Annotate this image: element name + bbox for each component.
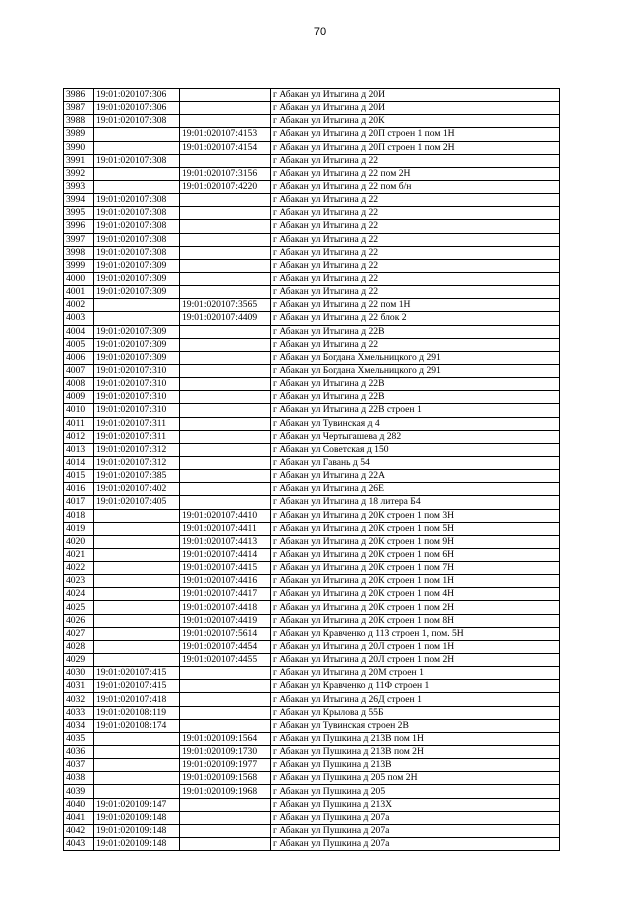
object-cadastral-number-cell: 19:01:020107:4411 xyxy=(180,522,271,535)
table-row xyxy=(64,693,560,706)
address-cell: г Абакан ул Пушкина д 213Х xyxy=(271,798,560,811)
land-cadastral-number-cell xyxy=(94,548,180,561)
address-cell: г Абакан ул Пушкина д 207а xyxy=(271,824,560,837)
address-cell: г Абакан ул Итыгина д 22 xyxy=(271,286,560,299)
table-row xyxy=(64,470,560,483)
row-number-cell: 4037 xyxy=(64,759,94,772)
row-number-cell: 4014 xyxy=(64,456,94,469)
row-number-cell: 4026 xyxy=(64,614,94,627)
address-cell: г Абакан ул Итыгина д 20К xyxy=(271,115,560,128)
address-cell: г Абакан ул Итыгина д 18 литера Б4 xyxy=(271,496,560,509)
object-cadastral-number-cell: 19:01:020107:3156 xyxy=(180,167,271,180)
address-cell: г Абакан ул Итыгина д 20И xyxy=(271,89,560,102)
row-number-cell: 3988 xyxy=(64,115,94,128)
land-cadastral-number-cell: 19:01:020107:309 xyxy=(94,325,180,338)
object-cadastral-number-cell xyxy=(180,102,271,115)
address-cell: г Абакан ул Итыгина д 22 xyxy=(271,194,560,207)
row-number-cell: 4019 xyxy=(64,522,94,535)
address-cell: г Абакан ул Итыгина д 20П строен 1 пом 2Н xyxy=(271,141,560,154)
table-row xyxy=(64,811,560,824)
address-cell: г Абакан ул Пушкина д 207а xyxy=(271,811,560,824)
land-cadastral-number-cell xyxy=(94,627,180,640)
object-cadastral-number-cell: 19:01:020107:4154 xyxy=(180,141,271,154)
row-number-cell: 4023 xyxy=(64,575,94,588)
page-number: 70 xyxy=(313,26,327,38)
row-number-cell: 4001 xyxy=(64,286,94,299)
table-row xyxy=(64,325,560,338)
address-cell: г Абакан ул Богдана Хмельницкого д 291 xyxy=(271,351,560,364)
land-cadastral-number-cell: 19:01:020107:385 xyxy=(94,470,180,483)
address-cell: г Абакан ул Пушкина д 213В пом 2Н xyxy=(271,746,560,759)
land-cadastral-number-cell: 19:01:020107:311 xyxy=(94,430,180,443)
address-cell: г Абакан ул Итыгина д 20К строен 1 пом 9Н xyxy=(271,535,560,548)
object-cadastral-number-cell: 19:01:020107:4455 xyxy=(180,654,271,667)
address-cell: г Абакан ул Итыгина д 22В xyxy=(271,325,560,338)
object-cadastral-number-cell: 19:01:020107:4414 xyxy=(180,548,271,561)
object-cadastral-number-cell: 19:01:020107:4410 xyxy=(180,509,271,522)
land-cadastral-number-cell: 19:01:020107:309 xyxy=(94,259,180,272)
row-number-cell: 4005 xyxy=(64,338,94,351)
address-cell: г Абакан ул Итыгина д 20К строен 1 пом 2Н xyxy=(271,601,560,614)
land-cadastral-number-cell: 19:01:020107:309 xyxy=(94,338,180,351)
object-cadastral-number-cell xyxy=(180,430,271,443)
row-number-cell: 4006 xyxy=(64,351,94,364)
row-number-cell: 4000 xyxy=(64,272,94,285)
object-cadastral-number-cell xyxy=(180,824,271,837)
row-number-cell: 4042 xyxy=(64,824,94,837)
land-cadastral-number-cell: 19:01:020107:308 xyxy=(94,115,180,128)
address-cell: г Абакан ул Итыгина д 22 блок 2 xyxy=(271,312,560,325)
object-cadastral-number-cell xyxy=(180,154,271,167)
address-cell: г Абакан ул Итыгина д 20К строен 1 пом 7Н xyxy=(271,562,560,575)
address-cell: г Абакан ул Пушкина д 205 пом 2Н xyxy=(271,772,560,785)
table-row xyxy=(64,404,560,417)
address-cell: г Абакан ул Итыгина д 20Л строен 1 пом 1Н xyxy=(271,640,560,653)
object-cadastral-number-cell xyxy=(180,443,271,456)
land-cadastral-number-cell xyxy=(94,640,180,653)
table-row xyxy=(64,601,560,614)
row-number-cell: 3990 xyxy=(64,141,94,154)
land-cadastral-number-cell: 19:01:020107:405 xyxy=(94,496,180,509)
land-cadastral-number-cell: 19:01:020107:311 xyxy=(94,417,180,430)
object-cadastral-number-cell: 19:01:020109:1564 xyxy=(180,732,271,745)
land-cadastral-number-cell xyxy=(94,299,180,312)
object-cadastral-number-cell xyxy=(180,194,271,207)
table-row xyxy=(64,299,560,312)
row-number-cell: 4033 xyxy=(64,706,94,719)
land-cadastral-number-cell xyxy=(94,654,180,667)
row-number-cell: 3999 xyxy=(64,259,94,272)
row-number-cell: 3991 xyxy=(64,154,94,167)
row-number-cell: 3989 xyxy=(64,128,94,141)
land-cadastral-number-cell: 19:01:020107:309 xyxy=(94,351,180,364)
row-number-cell: 3986 xyxy=(64,89,94,102)
row-number-cell: 4035 xyxy=(64,732,94,745)
row-number-cell: 4013 xyxy=(64,443,94,456)
table-row xyxy=(64,798,560,811)
table-row xyxy=(64,535,560,548)
table-row xyxy=(64,627,560,640)
land-cadastral-number-cell: 19:01:020107:308 xyxy=(94,154,180,167)
object-cadastral-number-cell xyxy=(180,706,271,719)
table-row xyxy=(64,732,560,745)
row-number-cell: 4017 xyxy=(64,496,94,509)
land-cadastral-number-cell: 19:01:020107:308 xyxy=(94,194,180,207)
land-cadastral-number-cell: 19:01:020107:309 xyxy=(94,272,180,285)
land-cadastral-number-cell: 19:01:020109:148 xyxy=(94,824,180,837)
address-cell: г Абакан ул Итыгина д 22 пом 1Н xyxy=(271,299,560,312)
object-cadastral-number-cell: 19:01:020107:4415 xyxy=(180,562,271,575)
row-number-cell: 4016 xyxy=(64,483,94,496)
table-row xyxy=(64,417,560,430)
object-cadastral-number-cell xyxy=(180,391,271,404)
address-cell: г Абакан ул Пушкина д 205 xyxy=(271,785,560,798)
table-row xyxy=(64,351,560,364)
land-cadastral-number-cell xyxy=(94,180,180,193)
land-cadastral-number-cell: 19:01:020107:308 xyxy=(94,233,180,246)
land-cadastral-number-cell xyxy=(94,588,180,601)
address-cell: г Абакан ул Итыгина д 26Д строен 1 xyxy=(271,693,560,706)
address-cell: г Абакан ул Итыгина д 20К строен 1 пом 5Н xyxy=(271,522,560,535)
row-number-cell: 4030 xyxy=(64,667,94,680)
table-row xyxy=(64,575,560,588)
object-cadastral-number-cell xyxy=(180,456,271,469)
land-cadastral-number-cell xyxy=(94,601,180,614)
row-number-cell: 4043 xyxy=(64,838,94,851)
address-cell: г Абакан ул Итыгина д 22 xyxy=(271,220,560,233)
object-cadastral-number-cell: 19:01:020109:1977 xyxy=(180,759,271,772)
table-row xyxy=(64,338,560,351)
address-cell: г Абакан ул Итыгина д 22 xyxy=(271,338,560,351)
address-cell: г Абакан ул Итыгина д 20К строен 1 пом 8Н xyxy=(271,614,560,627)
address-cell: г Абакан ул Итыгина д 22 пом б/н xyxy=(271,180,560,193)
object-cadastral-number-cell: 19:01:020107:4409 xyxy=(180,312,271,325)
table-row xyxy=(64,154,560,167)
address-cell: г Абакан ул Крылова д 55Б xyxy=(271,706,560,719)
land-cadastral-number-cell xyxy=(94,141,180,154)
object-cadastral-number-cell xyxy=(180,378,271,391)
land-cadastral-number-cell: 19:01:020107:402 xyxy=(94,483,180,496)
property-register-table xyxy=(63,88,560,851)
table-row xyxy=(64,509,560,522)
object-cadastral-number-cell xyxy=(180,483,271,496)
table-row xyxy=(64,838,560,851)
row-number-cell: 4025 xyxy=(64,601,94,614)
row-number-cell: 4008 xyxy=(64,378,94,391)
object-cadastral-number-cell xyxy=(180,798,271,811)
table-row xyxy=(64,483,560,496)
row-number-cell: 4028 xyxy=(64,640,94,653)
table-row xyxy=(64,719,560,732)
table-row xyxy=(64,640,560,653)
object-cadastral-number-cell xyxy=(180,417,271,430)
object-cadastral-number-cell: 19:01:020107:3565 xyxy=(180,299,271,312)
address-cell: г Абакан ул Итыгина д 22 xyxy=(271,259,560,272)
table-row xyxy=(64,588,560,601)
table-row xyxy=(64,233,560,246)
object-cadastral-number-cell xyxy=(180,220,271,233)
table-row xyxy=(64,456,560,469)
address-cell: г Абакан ул Кравченко д 11З строен 1, пом. 5Н xyxy=(271,627,560,640)
object-cadastral-number-cell xyxy=(180,286,271,299)
address-cell: г Абакан ул Богдана Хмельницкого д 291 xyxy=(271,364,560,377)
row-number-cell: 4036 xyxy=(64,746,94,759)
object-cadastral-number-cell xyxy=(180,693,271,706)
table-row xyxy=(64,772,560,785)
address-cell: г Абакан ул Итыгина д 22 xyxy=(271,246,560,259)
row-number-cell: 3997 xyxy=(64,233,94,246)
address-cell: г Абакан ул Кравченко д 11Ф строен 1 xyxy=(271,680,560,693)
object-cadastral-number-cell: 19:01:020109:1730 xyxy=(180,746,271,759)
address-cell: г Абакан ул Пушкина д 213В пом 1Н xyxy=(271,732,560,745)
table-row xyxy=(64,706,560,719)
row-number-cell: 4018 xyxy=(64,509,94,522)
address-cell: г Абакан ул Итыгина д 20К строен 1 пом 1Н xyxy=(271,575,560,588)
land-cadastral-number-cell xyxy=(94,312,180,325)
row-number-cell: 4034 xyxy=(64,719,94,732)
object-cadastral-number-cell: 19:01:020107:4153 xyxy=(180,128,271,141)
table-row xyxy=(64,128,560,141)
land-cadastral-number-cell xyxy=(94,785,180,798)
address-cell: г Абакан ул Итыгина д 22 xyxy=(271,154,560,167)
table-row xyxy=(64,180,560,193)
table-body xyxy=(64,89,560,851)
land-cadastral-number-cell xyxy=(94,732,180,745)
address-cell: г Абакан ул Итыгина д 20И xyxy=(271,102,560,115)
object-cadastral-number-cell xyxy=(180,838,271,851)
row-number-cell: 3995 xyxy=(64,207,94,220)
address-cell: г Абакан ул Итыгина д 20К строен 1 пом 3Н xyxy=(271,509,560,522)
row-number-cell: 4032 xyxy=(64,693,94,706)
land-cadastral-number-cell: 19:01:020107:310 xyxy=(94,391,180,404)
land-cadastral-number-cell xyxy=(94,614,180,627)
row-number-cell: 4004 xyxy=(64,325,94,338)
land-cadastral-number-cell: 19:01:020107:306 xyxy=(94,89,180,102)
land-cadastral-number-cell: 19:01:020108:174 xyxy=(94,719,180,732)
table-row xyxy=(64,272,560,285)
row-number-cell: 4011 xyxy=(64,417,94,430)
table-row xyxy=(64,614,560,627)
land-cadastral-number-cell: 19:01:020107:312 xyxy=(94,456,180,469)
row-number-cell: 4024 xyxy=(64,588,94,601)
address-cell: г Абакан ул Итыгина д 26Е xyxy=(271,483,560,496)
table-row xyxy=(64,364,560,377)
land-cadastral-number-cell: 19:01:020107:308 xyxy=(94,207,180,220)
land-cadastral-number-cell: 19:01:020107:312 xyxy=(94,443,180,456)
land-cadastral-number-cell xyxy=(94,746,180,759)
land-cadastral-number-cell: 19:01:020107:309 xyxy=(94,286,180,299)
address-cell: г Абакан ул Итыгина д 20М строен 1 xyxy=(271,667,560,680)
table-row xyxy=(64,286,560,299)
table-row xyxy=(64,312,560,325)
object-cadastral-number-cell xyxy=(180,233,271,246)
object-cadastral-number-cell: 19:01:020107:4220 xyxy=(180,180,271,193)
object-cadastral-number-cell xyxy=(180,325,271,338)
object-cadastral-number-cell xyxy=(180,364,271,377)
row-number-cell: 3994 xyxy=(64,194,94,207)
address-cell: г Абакан ул Гавань д 54 xyxy=(271,456,560,469)
table-row xyxy=(64,259,560,272)
table-row xyxy=(64,141,560,154)
table-row xyxy=(64,378,560,391)
row-number-cell: 4040 xyxy=(64,798,94,811)
land-cadastral-number-cell: 19:01:020108:119 xyxy=(94,706,180,719)
address-cell: г Абакан ул Итыгина д 22 xyxy=(271,272,560,285)
object-cadastral-number-cell xyxy=(180,719,271,732)
object-cadastral-number-cell xyxy=(180,207,271,220)
land-cadastral-number-cell: 19:01:020107:306 xyxy=(94,102,180,115)
object-cadastral-number-cell: 19:01:020107:4417 xyxy=(180,588,271,601)
land-cadastral-number-cell: 19:01:020109:148 xyxy=(94,811,180,824)
object-cadastral-number-cell xyxy=(180,115,271,128)
object-cadastral-number-cell: 19:01:020107:4413 xyxy=(180,535,271,548)
row-number-cell: 4002 xyxy=(64,299,94,312)
address-cell: г Абакан ул Итыгина д 20П строен 1 пом 1Н xyxy=(271,128,560,141)
table-row xyxy=(64,443,560,456)
row-number-cell: 3992 xyxy=(64,167,94,180)
table-row xyxy=(64,430,560,443)
object-cadastral-number-cell xyxy=(180,811,271,824)
table-row xyxy=(64,654,560,667)
table-row xyxy=(64,522,560,535)
object-cadastral-number-cell xyxy=(180,667,271,680)
land-cadastral-number-cell xyxy=(94,128,180,141)
object-cadastral-number-cell xyxy=(180,272,271,285)
table-row xyxy=(64,680,560,693)
table-row xyxy=(64,167,560,180)
row-number-cell: 4020 xyxy=(64,535,94,548)
row-number-cell: 4031 xyxy=(64,680,94,693)
address-cell: г Абакан ул Итыгина д 20К строен 1 пом 6Н xyxy=(271,548,560,561)
address-cell: г Абакан ул Итыгина д 22В xyxy=(271,391,560,404)
address-cell: г Абакан ул Итыгина д 20Л строен 1 пом 2Н xyxy=(271,654,560,667)
row-number-cell: 4021 xyxy=(64,548,94,561)
row-number-cell: 3993 xyxy=(64,180,94,193)
address-cell: г Абакан ул Итыгина д 20К строен 1 пом 4Н xyxy=(271,588,560,601)
row-number-cell: 4038 xyxy=(64,772,94,785)
land-cadastral-number-cell xyxy=(94,522,180,535)
table-row xyxy=(64,207,560,220)
address-cell: г Абакан ул Чертыгашева д 282 xyxy=(271,430,560,443)
address-cell: г Абакан ул Итыгина д 22В строен 1 xyxy=(271,404,560,417)
object-cadastral-number-cell: 19:01:020107:4419 xyxy=(180,614,271,627)
table-row xyxy=(64,785,560,798)
table-row xyxy=(64,115,560,128)
object-cadastral-number-cell: 19:01:020107:4454 xyxy=(180,640,271,653)
land-cadastral-number-cell: 19:01:020107:415 xyxy=(94,667,180,680)
row-number-cell: 4039 xyxy=(64,785,94,798)
object-cadastral-number-cell: 19:01:020109:1568 xyxy=(180,772,271,785)
land-cadastral-number-cell xyxy=(94,772,180,785)
land-cadastral-number-cell xyxy=(94,509,180,522)
address-cell: г Абакан ул Итыгина д 22 xyxy=(271,207,560,220)
address-cell: г Абакан ул Итыгина д 22 пом 2Н xyxy=(271,167,560,180)
object-cadastral-number-cell: 19:01:020107:4416 xyxy=(180,575,271,588)
address-cell: г Абакан ул Тувинская строен 2В xyxy=(271,719,560,732)
row-number-cell: 4009 xyxy=(64,391,94,404)
row-number-cell: 4010 xyxy=(64,404,94,417)
object-cadastral-number-cell xyxy=(180,351,271,364)
table-row xyxy=(64,562,560,575)
table-row xyxy=(64,246,560,259)
table-row xyxy=(64,746,560,759)
object-cadastral-number-cell xyxy=(180,89,271,102)
land-cadastral-number-cell: 19:01:020107:308 xyxy=(94,220,180,233)
row-number-cell: 4003 xyxy=(64,312,94,325)
table-row xyxy=(64,391,560,404)
object-cadastral-number-cell xyxy=(180,680,271,693)
land-cadastral-number-cell xyxy=(94,562,180,575)
object-cadastral-number-cell xyxy=(180,259,271,272)
land-cadastral-number-cell xyxy=(94,167,180,180)
land-cadastral-number-cell: 19:01:020107:310 xyxy=(94,404,180,417)
table-row xyxy=(64,759,560,772)
object-cadastral-number-cell xyxy=(180,496,271,509)
row-number-cell: 4029 xyxy=(64,654,94,667)
land-cadastral-number-cell xyxy=(94,759,180,772)
row-number-cell: 4022 xyxy=(64,562,94,575)
land-cadastral-number-cell xyxy=(94,575,180,588)
address-cell: г Абакан ул Пушкина д 213В xyxy=(271,759,560,772)
row-number-cell: 4041 xyxy=(64,811,94,824)
row-number-cell: 3996 xyxy=(64,220,94,233)
address-cell: г Абакан ул Итыгина д 22 xyxy=(271,233,560,246)
address-cell: г Абакан ул Итыгина д 22А xyxy=(271,470,560,483)
land-cadastral-number-cell: 19:01:020107:310 xyxy=(94,364,180,377)
table-row xyxy=(64,194,560,207)
address-cell: г Абакан ул Итыгина д 22В xyxy=(271,378,560,391)
object-cadastral-number-cell xyxy=(180,404,271,417)
table-row xyxy=(64,824,560,837)
row-number-cell: 3987 xyxy=(64,102,94,115)
table-row xyxy=(64,496,560,509)
table-row xyxy=(64,220,560,233)
land-cadastral-number-cell: 19:01:020109:147 xyxy=(94,798,180,811)
object-cadastral-number-cell: 19:01:020109:1968 xyxy=(180,785,271,798)
land-cadastral-number-cell: 19:01:020107:310 xyxy=(94,378,180,391)
table-row xyxy=(64,667,560,680)
object-cadastral-number-cell xyxy=(180,246,271,259)
object-cadastral-number-cell xyxy=(180,338,271,351)
address-cell: г Абакан ул Советская д 150 xyxy=(271,443,560,456)
row-number-cell: 4007 xyxy=(64,364,94,377)
land-cadastral-number-cell: 19:01:020109:148 xyxy=(94,838,180,851)
land-cadastral-number-cell: 19:01:020107:308 xyxy=(94,246,180,259)
address-cell: г Абакан ул Пушкина д 207а xyxy=(271,838,560,851)
object-cadastral-number-cell xyxy=(180,470,271,483)
address-cell: г Абакан ул Тувинская д 4 xyxy=(271,417,560,430)
row-number-cell: 4012 xyxy=(64,430,94,443)
land-cadastral-number-cell: 19:01:020107:415 xyxy=(94,680,180,693)
row-number-cell: 4027 xyxy=(64,627,94,640)
land-cadastral-number-cell xyxy=(94,535,180,548)
object-cadastral-number-cell: 19:01:020107:5614 xyxy=(180,627,271,640)
table-row xyxy=(64,102,560,115)
row-number-cell: 3998 xyxy=(64,246,94,259)
table-row xyxy=(64,89,560,102)
object-cadastral-number-cell: 19:01:020107:4418 xyxy=(180,601,271,614)
row-number-cell: 4015 xyxy=(64,470,94,483)
table-row xyxy=(64,548,560,561)
land-cadastral-number-cell: 19:01:020107:418 xyxy=(94,693,180,706)
